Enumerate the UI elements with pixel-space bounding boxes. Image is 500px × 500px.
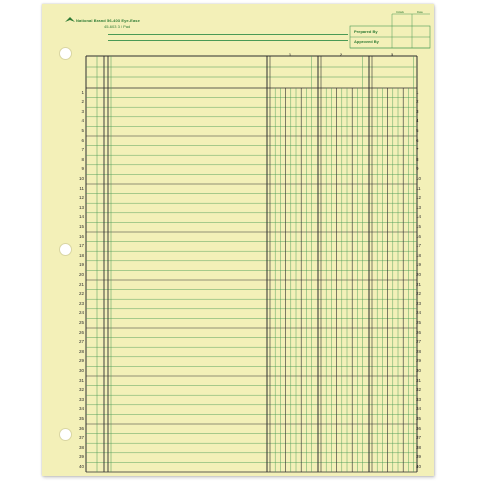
initials-label: Initials bbox=[396, 10, 404, 14]
row-number-left: 25 bbox=[78, 319, 84, 325]
ledger-sheet bbox=[42, 4, 434, 476]
row-number-left: 13 bbox=[78, 204, 84, 210]
prepared-by-label: Prepared By bbox=[354, 29, 378, 34]
row-number-left: 12 bbox=[78, 195, 84, 201]
row-number-right: 27 bbox=[416, 339, 422, 345]
row-number-right: 30 bbox=[416, 367, 422, 373]
row-number-right: 11 bbox=[416, 185, 421, 191]
row-number-left: 35 bbox=[78, 415, 84, 421]
row-number-left: 34 bbox=[78, 406, 84, 412]
row-number-left: 31 bbox=[78, 377, 84, 383]
column-group-number: 1 bbox=[289, 53, 291, 57]
row-number-left: 18 bbox=[78, 252, 84, 258]
row-number-left: 37 bbox=[78, 435, 84, 441]
row-number-right: 2 bbox=[416, 99, 419, 105]
row-number-left: 29 bbox=[78, 358, 84, 364]
row-number-left: 16 bbox=[78, 233, 84, 239]
row-number-right: 22 bbox=[416, 291, 422, 297]
brand-line: National Brand 56-403 Eye-Ease bbox=[76, 18, 140, 23]
row-number-right: 8 bbox=[416, 156, 419, 162]
row-number-left: 7 bbox=[81, 147, 84, 153]
row-number-right: 23 bbox=[416, 300, 422, 306]
row-number-left: 32 bbox=[78, 387, 84, 393]
row-number-left: 14 bbox=[78, 214, 84, 220]
row-number-left: 3 bbox=[81, 108, 84, 114]
row-number-left: 27 bbox=[78, 339, 84, 345]
row-number-left: 2 bbox=[81, 99, 84, 105]
row-number-right: 33 bbox=[416, 396, 422, 402]
row-number-left: 1 bbox=[81, 89, 84, 95]
row-number-right: 13 bbox=[416, 204, 422, 210]
row-number-left: 4 bbox=[81, 118, 84, 124]
row-number-right: 39 bbox=[416, 454, 422, 460]
row-number-right: 15 bbox=[416, 223, 422, 229]
row-number-right: 1 bbox=[416, 89, 419, 95]
row-number-right: 12 bbox=[416, 195, 422, 201]
row-number-right: 4 bbox=[416, 118, 419, 124]
row-number-right: 37 bbox=[416, 435, 422, 441]
row-number-left: 38 bbox=[78, 444, 84, 450]
row-number-right: 25 bbox=[416, 319, 422, 325]
brand-sub: 45-603 3 / Pad bbox=[104, 24, 131, 29]
row-number-right: 19 bbox=[416, 262, 422, 268]
row-number-right: 10 bbox=[416, 175, 422, 181]
row-number-right: 31 bbox=[416, 377, 422, 383]
row-number-left: 33 bbox=[78, 396, 84, 402]
row-number-left: 40 bbox=[78, 463, 84, 469]
row-number-left: 10 bbox=[78, 175, 84, 181]
row-number-left: 22 bbox=[78, 291, 84, 297]
row-number-right: 21 bbox=[416, 281, 422, 287]
row-number-left: 36 bbox=[78, 425, 84, 431]
row-number-right: 28 bbox=[416, 348, 422, 354]
row-number-right: 5 bbox=[416, 127, 419, 133]
row-number-right: 3 bbox=[416, 108, 419, 114]
row-number-left: 19 bbox=[78, 262, 84, 268]
row-number-right: 26 bbox=[416, 329, 422, 335]
row-number-right: 36 bbox=[416, 425, 422, 431]
date-label: Date bbox=[417, 10, 423, 14]
row-number-right: 40 bbox=[416, 463, 422, 469]
row-number-right: 32 bbox=[416, 387, 422, 393]
row-number-left: 39 bbox=[78, 454, 84, 460]
row-number-left: 11 bbox=[79, 185, 84, 191]
row-number-right: 6 bbox=[416, 137, 419, 143]
row-number-right: 16 bbox=[416, 233, 422, 239]
row-number-right: 20 bbox=[416, 271, 422, 277]
row-number-left: 30 bbox=[78, 367, 84, 373]
row-number-left: 8 bbox=[81, 156, 84, 162]
row-number-right: 29 bbox=[416, 358, 422, 364]
column-group-number: 2 bbox=[340, 53, 342, 57]
column-group-number: 3 bbox=[391, 53, 393, 57]
approved-by-label: Approved By bbox=[354, 39, 379, 44]
row-number-left: 6 bbox=[81, 137, 84, 143]
row-number-left: 28 bbox=[78, 348, 84, 354]
ledger-grid bbox=[42, 4, 434, 476]
row-number-right: 17 bbox=[416, 243, 422, 249]
row-number-left: 5 bbox=[81, 127, 84, 133]
row-number-right: 34 bbox=[416, 406, 422, 412]
row-number-left: 24 bbox=[78, 310, 84, 316]
row-number-left: 9 bbox=[81, 166, 84, 172]
row-number-left: 15 bbox=[78, 223, 84, 229]
row-number-left: 20 bbox=[78, 271, 84, 277]
row-number-left: 26 bbox=[78, 329, 84, 335]
row-number-left: 23 bbox=[78, 300, 84, 306]
row-number-right: 9 bbox=[416, 166, 419, 172]
row-number-right: 18 bbox=[416, 252, 422, 258]
row-number-right: 24 bbox=[416, 310, 422, 316]
row-number-left: 21 bbox=[78, 281, 84, 287]
row-number-right: 14 bbox=[416, 214, 422, 220]
row-number-right: 35 bbox=[416, 415, 422, 421]
row-number-left: 17 bbox=[78, 243, 84, 249]
row-number-right: 7 bbox=[416, 147, 419, 153]
row-number-right: 38 bbox=[416, 444, 422, 450]
